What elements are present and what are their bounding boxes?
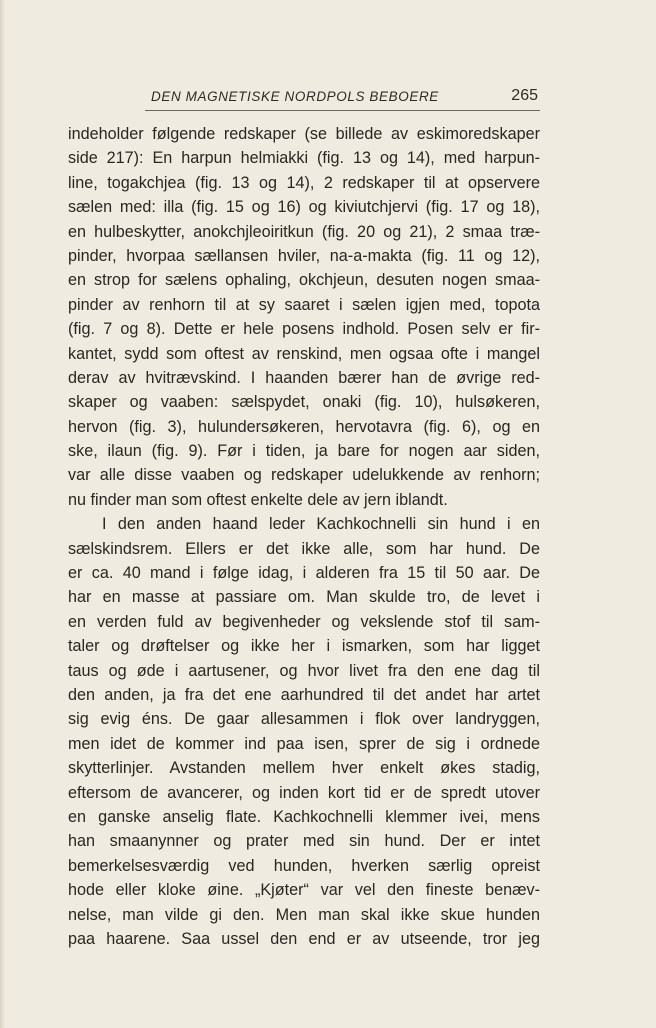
page-edge xyxy=(0,0,5,1028)
text-line: (fig. 7 og 8). Dette er hele posens indhold. Posen selv er fir- xyxy=(68,320,540,339)
text-line: var alle disse vaaben og redskaper udelukkende av renhorn; xyxy=(68,466,540,485)
running-header xyxy=(145,86,540,111)
running-title: DEN MAGNETISKE NORDPOLS BEBOERE xyxy=(151,89,439,104)
text-line: han smaanynner og prater med sin hund. Der er intet xyxy=(68,832,540,851)
text-line: sælen med: illa (fig. 15 og 16) og kiviutchjervi (fig. 17 og 18), xyxy=(68,198,540,217)
text-line: side 217): En harpun helmiakki (fig. 13 og 14), med harpun- xyxy=(68,149,540,168)
text-line: en verden fuld av begivenheder og vekslende stof til sam- xyxy=(68,612,540,631)
text-line: men idet de kommer ind paa isen, sprer de sig i ordnede xyxy=(68,734,540,753)
text-line: har en masse at passiare om. Man skulde tro, de levet i xyxy=(68,588,540,607)
text-line: en hulbeskytter, anokchjleoiritkun (fig. 20 og 21), 2 smaa træ- xyxy=(68,222,540,241)
text-line: taus og øde i aartusener, og hvor livet fra den ene dag til xyxy=(68,661,540,680)
text-line: sælskindsrem. Ellers er det ikke alle, som har hund. De xyxy=(68,539,540,558)
body-text xyxy=(68,122,540,951)
text-line: pinder, hvorpaa sællansen hviler, na-a-makta (fig. 11 og 12), xyxy=(68,246,540,265)
paragraph-end-line: nu finder man som oftest enkelte dele av jern iblandt. xyxy=(68,490,448,509)
text-line: line, togakchjea (fig. 13 og 14), 2 redskaper til at opservere xyxy=(68,173,540,192)
text-line: nelse, man vilde gi den. Men man skal ikke skue hunden xyxy=(68,905,540,924)
paragraph-start-line: I den anden haand leder Kachkochnelli sin hund i en xyxy=(102,515,540,534)
text-line: taler og drøftelser og ikke her i ismarken, som har ligget xyxy=(68,637,540,656)
text-line: den anden, ja fra det ene aarhundred til det andet har artet xyxy=(68,685,540,704)
text-line: bemerkelsesværdig ved hunden, hverken særlig opreist xyxy=(68,856,540,875)
text-line: paa haarene. Saa ussel den end er av utseende, tror jeg xyxy=(68,929,540,948)
text-line: skaper og vaaben: sælspydet, onaki (fig. 10), hulsøkeren, xyxy=(68,393,540,412)
text-line: derav av hvitrævskind. I haanden bærer han de øvrige red- xyxy=(68,368,540,387)
text-line: indeholder følgende redskaper (se billede av eskimoredskaper xyxy=(68,125,540,143)
text-line: hervon (fig. 3), hulundersøkeren, hervotavra (fig. 6), og en xyxy=(68,417,540,436)
page-number: 265 xyxy=(511,87,538,104)
text-line: ske, ilaun (fig. 9). Før i tiden, ja bare for nogen aar siden, xyxy=(68,442,540,461)
text-line: er ca. 40 mand i følge idag, i alderen fra 15 til 50 aar. De xyxy=(68,564,540,583)
text-line: sig evig éns. De gaar allesammen i flok over landryggen, xyxy=(68,710,540,729)
text-line: hode eller kloke øine. „Kjøter“ var vel den fineste benæv- xyxy=(68,881,540,900)
text-line: eftersom de avancerer, og inden kort tid er de spredt utover xyxy=(68,783,540,802)
text-line: kantet, sydd som oftest av renskind, men ogsaa ofte i mangel xyxy=(68,344,540,363)
text-line: en ganske anselig flate. Kachkochnelli klemmer ivei, mens xyxy=(68,807,540,826)
text-line: en strop for sælens ophaling, okchjeun, desuten nogen smaa- xyxy=(68,271,540,290)
text-line: skytterlinjer. Avstanden mellem hver enkelt økes stadig, xyxy=(68,759,540,778)
text-line: pinder av renhorn til at sy saaret i sælen igjen med, topota xyxy=(68,295,540,314)
